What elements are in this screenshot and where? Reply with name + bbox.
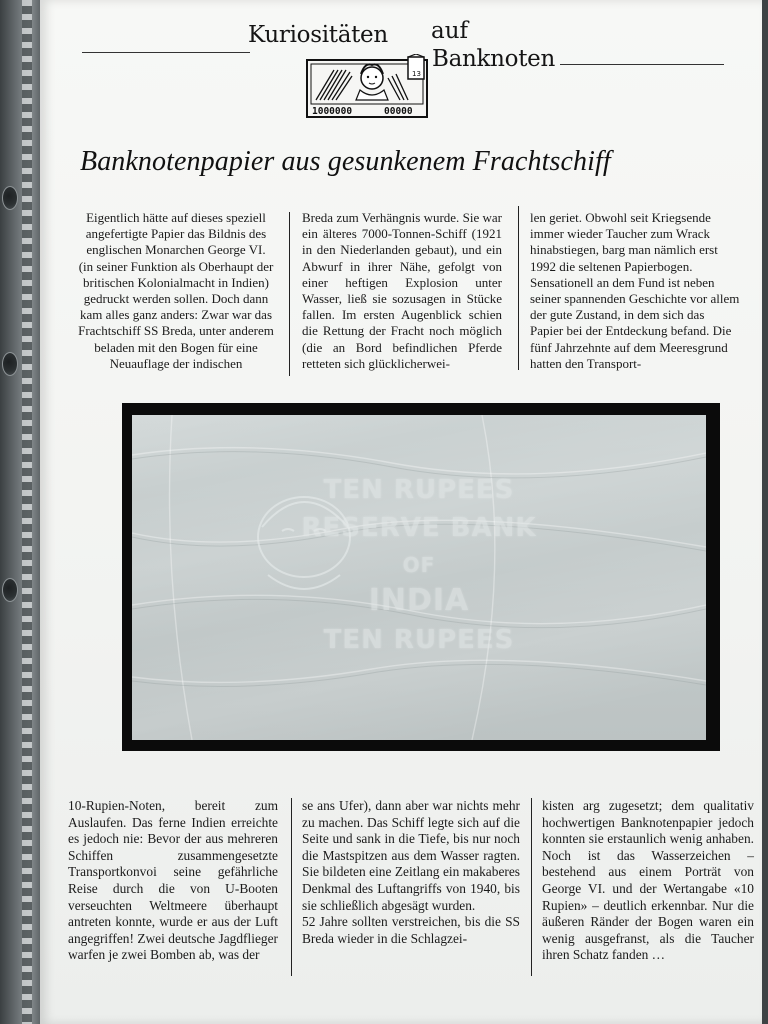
- logo-denomination-right: 00000: [384, 106, 413, 117]
- paper-wrinkles: [132, 415, 706, 740]
- article-column-2: Breda zum Verhängnis wurde. Sie war ein älteres 7000-Tonnen-Schiff (1921 in den Niederlanden gebaut), und ein Abwurf in ihrer Nähe, gefolgt von einer heftigen Explosion unter Wasser, ließ sie sozusagen in Stücke fallen. Im ersten Augenblick schien die Rettung der Fracht noch möglich (die an Bord befindlichen Pferde retteten sich glücklicherwei-: [302, 210, 502, 371]
- logo-denomination-left: 1000000: [312, 106, 353, 117]
- sleeve-perforation: [22, 0, 32, 1024]
- specimen-mount-frame: [122, 403, 720, 751]
- column-divider: [289, 212, 290, 376]
- masthead-title-auf: auf: [431, 18, 469, 44]
- header-rule-left: [82, 52, 250, 53]
- article-column-4: 10-Rupien-Noten, bereit zum Auslaufen. Das ferne Indien erreichte es jedoch nie: Bevor der aus mehreren Schiffen zusammengesetzte Transportkonvoi seine gefährliche Reise durch die von U-Booten verseuchten Weltmeere überhaupt antreten konnte, wurde er aus der Luft angegriffen! Zwei deutsche Jagdflieger warfen je zwei Bomben ab, was der: [68, 798, 278, 963]
- column-divider: [291, 798, 292, 976]
- article-column-1: Eigentlich hätte auf dieses speziell angefertigte Papier das Bildnis des englischen Monarchen George VI. (in seiner Funktion als Oberhaupt der britischen Kolonialmacht in Indien) gedruckt werden sollen. Doch dann kam alles ganz anders: Zwar war das Frachtschiff SS Breda, unter anderem beladen mit den Bogen für eine Neuauflage der indischen: [78, 210, 274, 371]
- column-divider: [531, 798, 532, 976]
- article-column-5-part-2: 52 Jahre sollten verstreichen, bis die SS Breda wieder in die Schlagzei-: [302, 914, 520, 946]
- article-title: Banknotenpapier aus gesunkenem Frachtschiff: [80, 146, 611, 177]
- article-column-3: len geriet. Obwohl seit Kriegsende immer wieder Taucher zum Wrack hinabstiegen, barg man nämlich erst 1992 die seltenen Papierbogen. Sensationell an dem Fund ist neben seiner spannenden Geschichte vor allem der gute Zustand, in dem sich das Papier bei der Entdeckung befand. Die fünf Jahrzehnte auf dem Meeresgrund hatten den Transport-: [530, 210, 740, 371]
- binder-ring-hole: [2, 352, 18, 376]
- binder-ring-hole: [2, 578, 18, 602]
- watermark-line-5: TEN RUPEES: [323, 625, 515, 655]
- masthead-title-banknoten: Banknoten: [432, 46, 555, 72]
- watermark-line-1: TEN RUPEES: [323, 475, 515, 505]
- column-divider: [518, 206, 519, 370]
- binder-ring-hole: [2, 186, 18, 210]
- watermark-line-3: OF: [402, 553, 436, 577]
- page-edge-shadow: [762, 0, 768, 1024]
- album-page: [40, 0, 762, 1024]
- binder-sleeve: [0, 0, 42, 1024]
- article-column-5: [302, 798, 520, 947]
- masthead-title: Kuriositäten: [248, 22, 388, 48]
- banknote-paper-specimen: [132, 415, 706, 740]
- article-column-6: kisten arg zugesetzt; dem qualitativ hochwertigen Banknotenpapier jedoch konnten sie erstaunlich wenig anhaben. Noch ist das Wasserzeichen – bestehend aus einem Porträt von George VI. und der Wertangabe «10 Rupien» – deutlich erkennbar. Nur die äußeren Ränder der Bogen waren ein wenig ausgefranst, als die Taucher ihren Schatz fanden …: [542, 798, 754, 963]
- article-column-5-part-1: se ans Ufer), dann aber war nichts mehr zu machen. Das Schiff legte sich auf die Seite und sank in die Tiefe, bis nur noch die Mastspitzen aus dem Wasser ragten. Sie bildeten eine Zeitlang ein makaberes Denkmal des Luftangriffs von 1940, bis sie schließlich abgesägt wurden.: [302, 798, 520, 913]
- watermark-line-4: INDIA: [368, 583, 470, 618]
- banknote-angel-icon: [304, 54, 430, 120]
- watermark-line-2: RESERVE BANK: [301, 513, 537, 543]
- header-rule-right: [560, 64, 724, 65]
- logo-corner-number: 13: [412, 70, 421, 78]
